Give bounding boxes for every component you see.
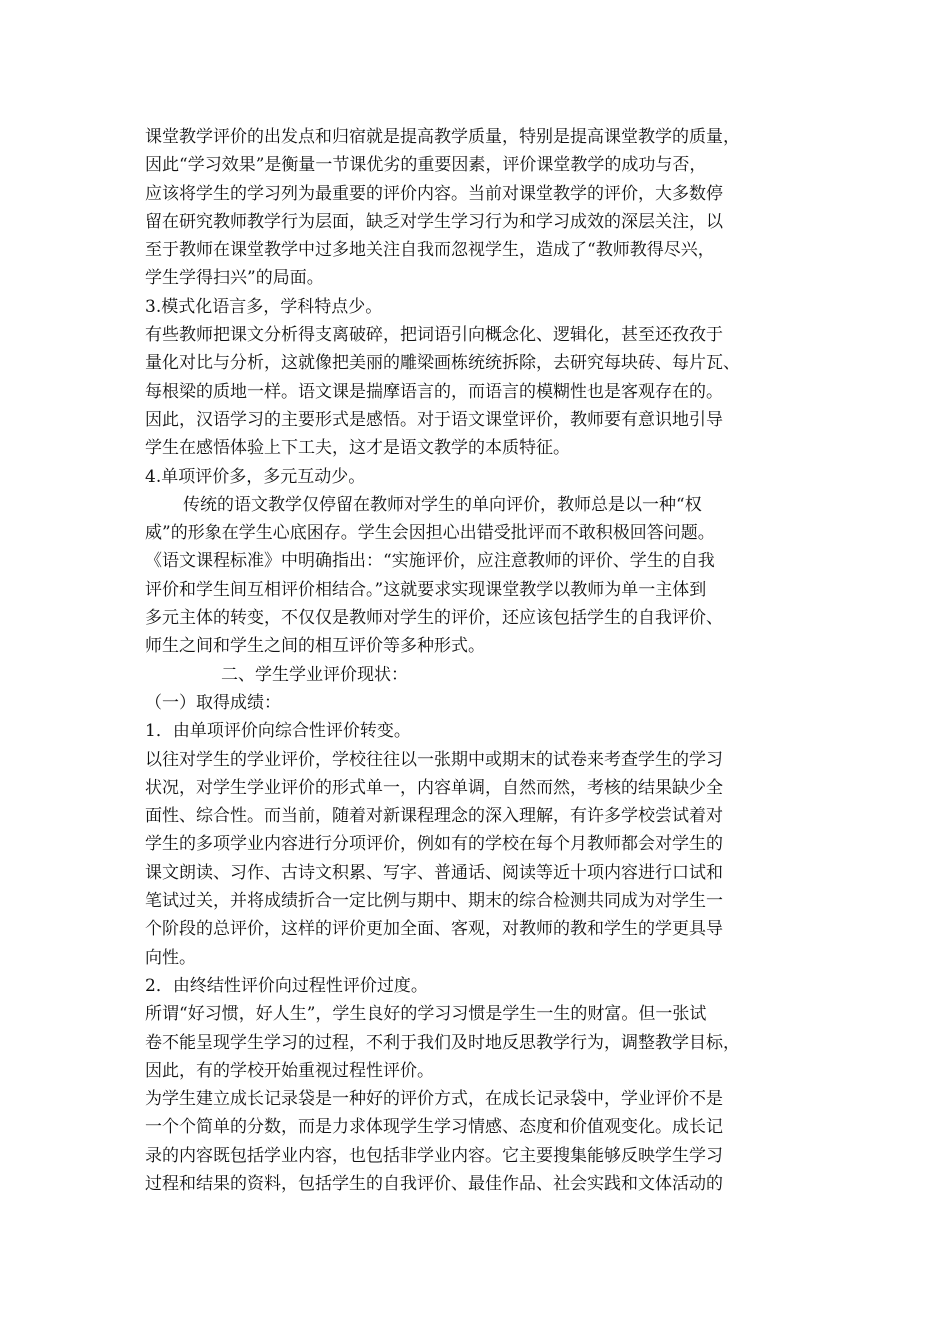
text-line: 留在研究教师教学行为层面，缺乏对学生学习行为和学习成效的深层关注，以 — [145, 211, 723, 232]
text-line: 以往对学生的学业评价，学校往往以一张期中或期末的试卷来考查学生的学习 — [145, 749, 723, 770]
text-line: 面性、综合性。而当前，随着对新课程理念的深入理解，有许多学校尝试着对 — [145, 806, 723, 827]
text-line: 向性。 — [145, 947, 196, 968]
text-line: 威”的形象在学生心底困存。学生会因担心出错受批评而不敢积极回答问题。 — [145, 523, 715, 544]
subsection-heading: （一）取得成绩： — [145, 692, 281, 713]
text-line: 状况，对学生学业评价的形式单一，内容单调，自然而然，考核的结果缺少全 — [145, 777, 723, 798]
section-heading: 1．由单项评价向综合性评价转变。 — [145, 721, 411, 742]
text-line: 卷不能呈现学生学习的过程，不利于我们及时地反思教学行为，调整教学目标， — [145, 1032, 740, 1053]
section-title: 二、学生学业评价现状： — [221, 664, 408, 685]
text-line: 因此，汉语学习的主要形式是感悟。对于语文课堂评价，教师要有意识地引导 — [145, 409, 723, 430]
text-line: 个阶段的总评价，这样的评价更加全面、客观，对教师的教和学生的学更具导 — [145, 919, 723, 940]
text-line: 学生的多项学业内容进行分项评价，例如有的学校在每个月教师都会对学生的 — [145, 834, 723, 855]
document-body — [145, 123, 810, 1198]
text-line: 学生在感悟体验上下工夫，这才是语文教学的本质特征。 — [145, 438, 570, 459]
text-line: 因此“学习效果”是衡量一节课优劣的重要因素，评价课堂教学的成功与否， — [145, 155, 707, 176]
text-line: 应该将学生的学习列为最重要的评价内容。当前对课堂教学的评价，大多数停 — [145, 183, 723, 204]
section-heading: 3.模式化语言多，学科特点少。 — [145, 296, 383, 317]
section-heading: 4.单项评价多，多元互动少。 — [145, 466, 366, 487]
text-line: 所谓“好习惯，好人生”，学生良好的学习习惯是学生一生的财富。但一张试 — [145, 1004, 707, 1025]
text-line: 传统的语文教学仅停留在教师对学生的单向评价，教师总是以一种“权 — [183, 494, 702, 515]
text-line: 因此，有的学校开始重视过程性评价。 — [145, 1060, 434, 1081]
text-line: 有些教师把课文分析得支离破碎，把词语引向概念化、逻辑化，甚至还孜孜于 — [145, 325, 723, 346]
text-line: 每根梁的质地一样。语文课是揣摩语言的，而语言的模糊性也是客观存在的。 — [145, 381, 723, 402]
text-line: 录的内容既包括学业内容，也包括非学业内容。它主要搜集能够反映学生学习 — [145, 1145, 723, 1166]
text-line: 课堂教学评价的出发点和归宿就是提高教学质量，特别是提高课堂教学的质量， — [145, 127, 740, 147]
section-heading: 2．由终结性评价向过程性评价过度。 — [145, 975, 428, 996]
text-line: 至于教师在课堂教学中过多地关注自我而忽视学生，造成了“教师教得尽兴， — [145, 240, 715, 261]
text-line: 为学生建立成长记录袋是一种好的评价方式，在成长记录袋中，学业评价不是 — [145, 1089, 723, 1110]
text-line: 笔试过关，并将成绩折合一定比例与期中、期末的综合检测共同成为对学生一 — [145, 891, 723, 912]
text-line: 过程和结果的资料，包括学生的自我评价、最佳作品、社会实践和文体活动的 — [145, 1173, 723, 1194]
text-line: 一个个简单的分数，而是力求体现学生学习情感、态度和价值观变化。成长记 — [145, 1117, 723, 1138]
text-line: 课文朗读、习作、古诗文积累、写字、普通话、阅读等近十项内容进行口试和 — [145, 862, 723, 883]
text-line: 学生学得扫兴”的局面。 — [145, 268, 324, 289]
text-line: 多元主体的转变，不仅仅是教师对学生的评价，还应该包括学生的自我评价、 — [145, 608, 723, 629]
text-line: 《语文课程标准》中明确指出：“实施评价，应注意教师的评价、学生的自我 — [145, 551, 715, 572]
text-line: 师生之间和学生之间的相互评价等多种形式。 — [145, 636, 485, 657]
text-line: 评价和学生间互相评价相结合。”这就要求实现课堂教学以教师为单一主体到 — [145, 579, 707, 600]
text-line: 量化对比与分析，这就像把美丽的雕梁画栋统统拆除，去研究每块砖、每片瓦、 — [145, 353, 740, 374]
